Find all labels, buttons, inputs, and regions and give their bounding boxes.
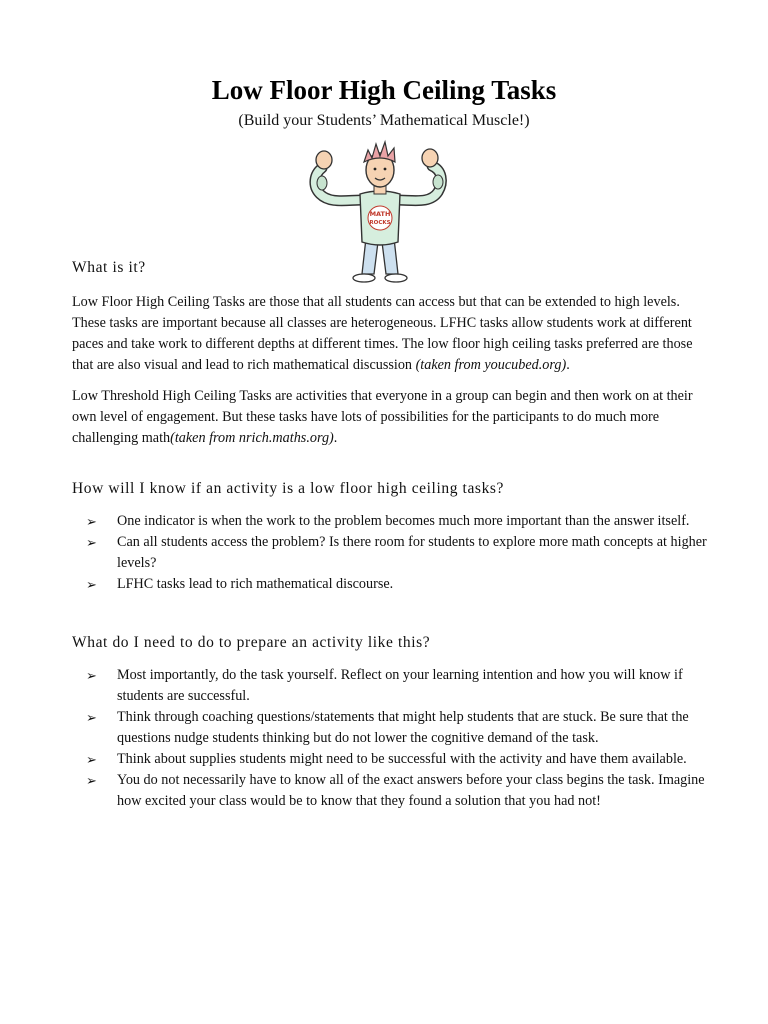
arrow-bullet-icon: ➢	[86, 514, 97, 530]
mascot-right-fist	[422, 149, 438, 167]
section-heading-what-do-i-need: What do I need to do to prepare an activity like this?	[72, 634, 431, 652]
section1-paragraph-1: Low Floor High Ceiling Tasks are those that all students can access but that can be extended to high levels. These tasks are important because all classes are heterogeneous. LFHC tasks allow students work at different paces and take work to different depths at different times. The low floor high ceiling tasks preferred are those that are also visual and lead to rich mathematical discussion (taken from youcubed.org).	[72, 294, 693, 374]
list-item: ➢ You do not necessarily have to know all of the exact answers before your class begins the task. Imagine how excited your class would be to know that they found a solution that you had not!	[86, 772, 705, 810]
section3-bullet-list	[72, 665, 712, 812]
mascot-right-eye	[384, 168, 387, 171]
section1-paragraph-1-text: Low Floor High Ceiling Tasks are those that all students can access but that can be extended to high levels. These tasks are important because all classes are heterogeneous. LFHC tasks allow students work at different paces and take work to different depths at different times. The low floor high ceiling tasks preferred are those that are also visual and lead to rich mathematical discussion	[72, 294, 693, 374]
list-item: ➢ Most importantly, do the task yourself. Reflect on your learning intention and how you will know if students are successful.	[86, 667, 683, 705]
mascot-shirt-text-line2: ROCKS	[369, 220, 391, 226]
list-item: ➢ LFHC tasks lead to rich mathematical discourse.	[72, 574, 712, 595]
page-subtitle: (Build your Students’ Mathematical Muscle!)	[238, 112, 530, 129]
mascot-shirt-text-line1: MATH	[369, 210, 391, 218]
section-heading-what-is-it: What is it?	[72, 259, 146, 276]
arrow-bullet-icon: ➢	[86, 535, 97, 551]
list-item: ➢ Think through coaching questions/statements that might help students that are stuck. Be sure that the questions nudge students thinking but do not lower the cognitive demand of the task.	[86, 709, 689, 747]
section2-bullet-list	[72, 511, 712, 595]
mascot-left-eye	[374, 168, 377, 171]
section1-paragraph-2-source: (taken from nrich.maths.org)	[170, 430, 334, 447]
arrow-bullet-icon: ➢	[86, 773, 97, 789]
arrow-bullet-icon: ➢	[86, 577, 97, 593]
section1-paragraph-2: Low Threshold High Ceiling Tasks are activities that everyone in a group can begin and then work on at their own level of engagement. But these tasks have lots of possibilities for the participants to do much more challenging math(taken from nrich.maths.org).	[72, 388, 693, 447]
arrow-bullet-icon: ➢	[86, 752, 97, 768]
arrow-bullet-icon: ➢	[86, 710, 97, 726]
section-heading-how-will-i-know: How will I know if an activity is a low floor high ceiling tasks?	[72, 480, 505, 498]
list-item: ➢ Think about supplies students might need to be successful with the activity and have them available.	[72, 749, 712, 770]
section1-paragraph-2-text: Low Threshold High Ceiling Tasks are activities that everyone in a group can begin and then work on at their own level of engagement. But these tasks have lots of possibilities for the participants to do much more challenging math	[72, 388, 693, 447]
arrow-bullet-icon: ➢	[86, 668, 97, 684]
mascot-left-fist	[316, 151, 332, 169]
document-body	[72, 258, 712, 812]
list-item: ➢ One indicator is when the work to the problem becomes much more important than the answer itself.	[72, 511, 712, 532]
list-item: ➢ Can all students access the problem? Is there room for students to explore more math concepts at higher levels?	[86, 534, 707, 572]
section1-paragraph-1-source: (taken from youcubed.org)	[415, 357, 567, 374]
page-title: Low Floor High Ceiling Tasks	[211, 75, 557, 105]
